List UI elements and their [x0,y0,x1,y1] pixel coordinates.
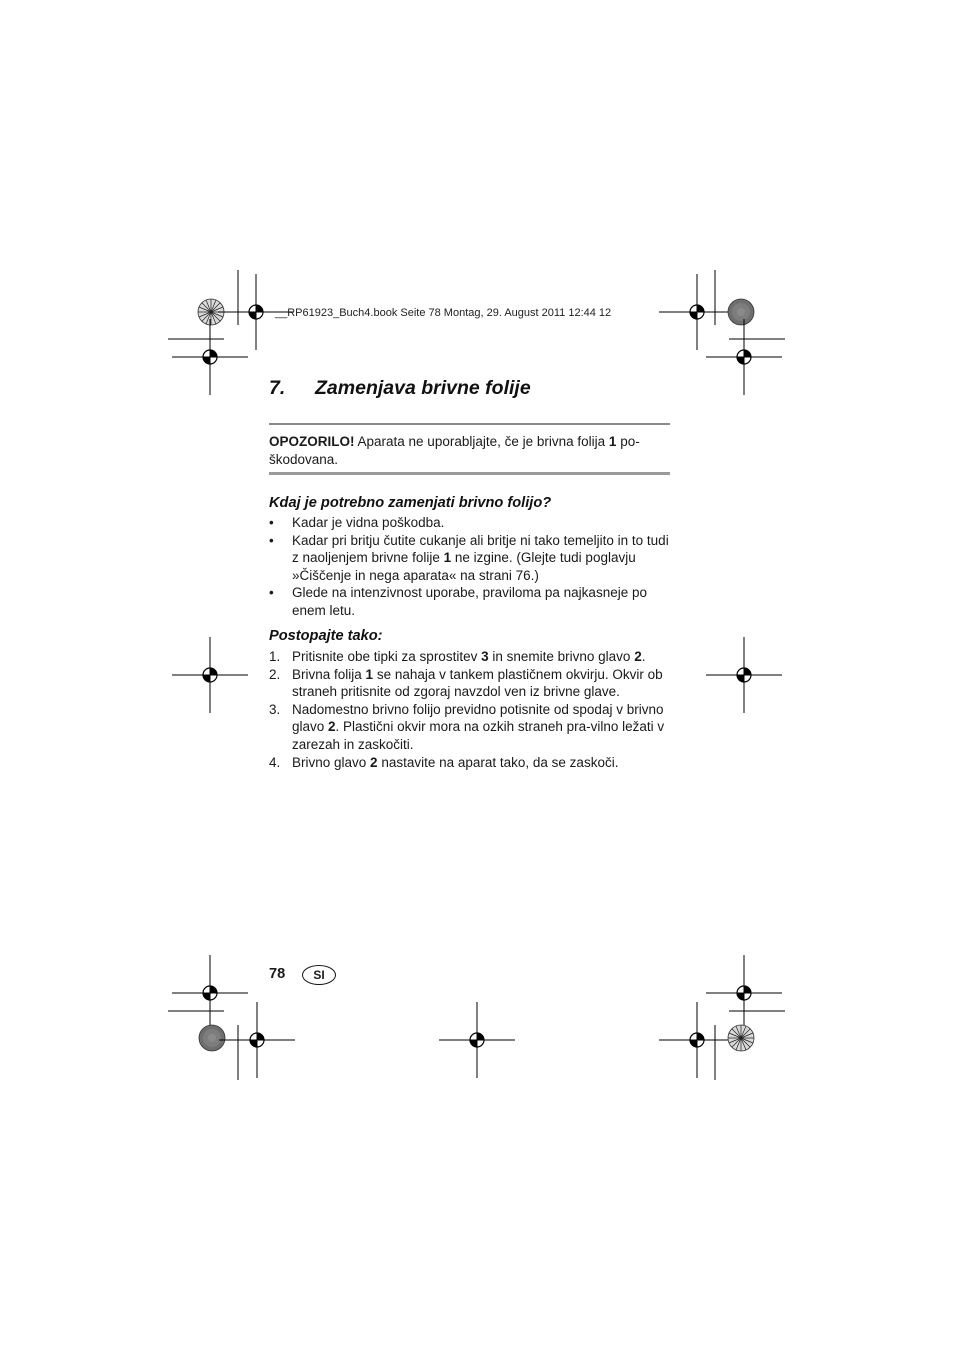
page-number: 78 [269,966,286,982]
list-item [269,754,670,772]
when-heading: Kdaj je potrebno zamenjati brivno folijo? [269,495,552,511]
step-text: Brivna folija [292,666,366,682]
chapter-title-text: Zamenjava brivne folije [315,377,531,399]
item-text: Glede na intenzivnost uporabe, praviloma pa najkasneje po enem letu. [292,585,647,618]
item-text: Kadar je vidna poškodba. [292,515,445,530]
item-text: Kadar pri britju čutite cukanje ali britje ni tako temeljito in to tudi z naoljenjem brivne folije [292,532,669,566]
list-item [269,648,670,666]
step-ref: 2 [328,719,336,735]
warning-text-after: po-škodovana. [269,434,640,467]
chapter-title [269,377,531,400]
warning-ref: 1 [608,434,617,449]
chapter-number: 7. [269,377,286,399]
step-ref: 3 [481,649,489,664]
bullet-marker: • [269,585,274,601]
warning-label: OPOZORILO! [269,434,355,449]
step-text: . [641,649,646,664]
step-text: nastavite na aparat tako, da se zaskoči. [377,754,619,770]
item-text-after: ne izgine. (Glejte tudi poglavju »Čiščenje in nega aparata« na strani 76.) [292,550,636,583]
when-list [269,514,670,620]
warning-box [269,433,670,469]
list-item [269,666,670,701]
step-text: se nahaja v tankem plastičnem okvirju. Okvir ob straneh pritisnite od zgoraj navzdol ven iz brivne glave. [292,666,663,700]
step-text: Brivno glavo [292,754,371,770]
list-item [269,514,670,532]
item-ref: 1 [443,550,452,566]
book-header-line: __RP61923_Buch4.book Seite 78 Montag, 29. August 2011 12:44 12 [275,307,612,319]
warning-bottom-rule [269,472,670,475]
step-number: 2. [269,666,281,682]
warning-text-before: Aparata ne uporabljajte, če je brivna folija [354,434,609,449]
step-number: 1. [269,649,281,664]
list-item [269,532,670,585]
warning-top-rule [269,423,670,425]
language-badge: SI [302,965,336,985]
step-ref: 2 [370,754,378,770]
list-item [269,701,670,754]
list-item [269,584,670,619]
bullet-marker: • [269,515,274,530]
step-ref: 2 [634,649,642,664]
step-text: Pritisnite obe tipki za sprostitev [292,649,482,664]
step-ref: 1 [365,666,374,682]
step-text: in snemite brivno glavo [488,649,635,664]
step-text: . Plastični okvir mora na ozkih straneh pra-vilno ležati v zarezah in zaskočiti. [292,719,665,752]
steps-list [269,648,670,771]
bullet-marker: • [269,532,274,548]
step-text: Nadomestno brivno folijo previdno potisnite od spodaj v brivno glavo [292,701,664,735]
step-number: 4. [269,754,281,770]
steps-heading: Postopajte tako: [269,628,383,644]
step-number: 3. [269,701,281,717]
